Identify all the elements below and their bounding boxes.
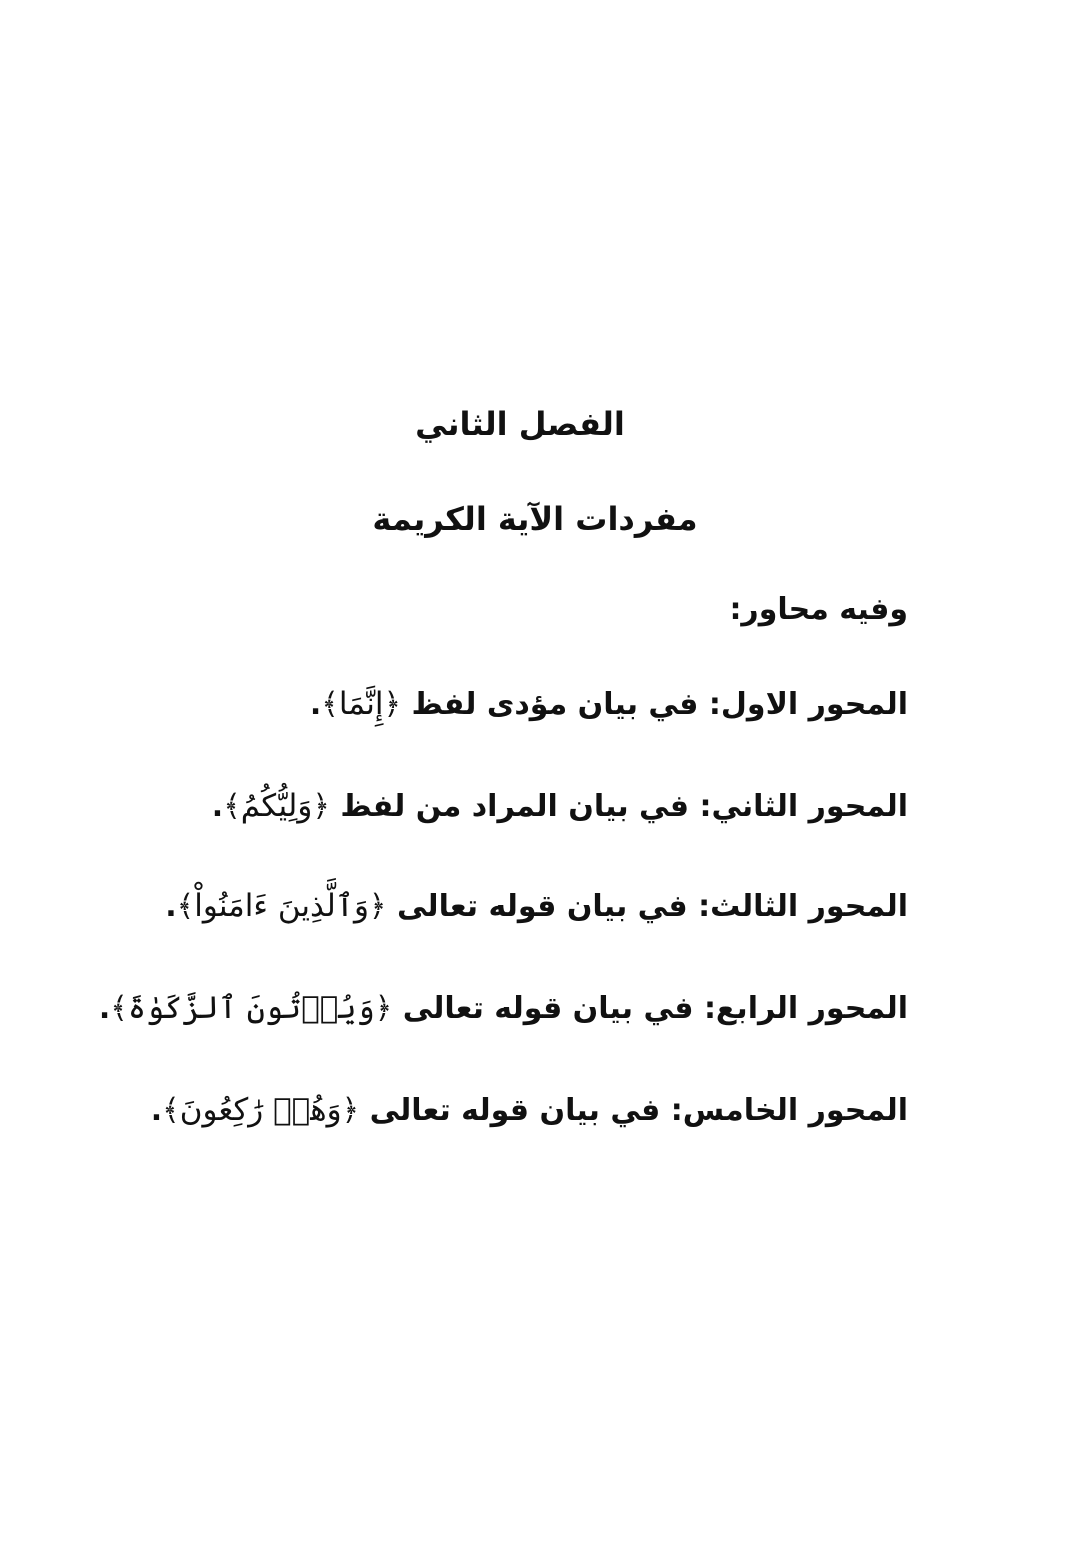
quran-open-bracket: ﴿	[341, 1093, 360, 1128]
axis-label: المحور الاول:	[708, 687, 908, 722]
axis-line	[165, 888, 908, 924]
quran-open-bracket: ﴿	[368, 889, 387, 924]
axis-text: في بيان قوله تعالى	[396, 889, 688, 924]
axis-line	[151, 1092, 908, 1128]
axis-label: المحور الرابع:	[703, 991, 908, 1026]
axis-text: في بيان قوله تعالى	[369, 1093, 661, 1128]
axis-line	[310, 686, 908, 722]
quran-close-bracket: ﴾	[110, 991, 128, 1026]
quran-quote: وَلِيُّكُمُ	[240, 788, 313, 824]
quran-quote: وَهُمۡ رَٰكِعُونَ	[179, 1092, 342, 1128]
line-end-period: .	[98, 991, 111, 1026]
axis-text: في بيان مؤدى لفظ	[411, 687, 699, 722]
quran-quote: وَٱلَّذِينَ ءَامَنُواْ	[194, 888, 369, 924]
line-end-period: .	[309, 687, 322, 722]
quran-open-bracket: ﴿	[374, 991, 393, 1026]
line-end-period: .	[211, 789, 224, 824]
quran-close-bracket: ﴾	[176, 889, 195, 924]
quran-close-bracket: ﴾	[162, 1093, 180, 1128]
axis-line	[212, 788, 908, 824]
chapter-subtitle: مفردات الآية الكريمة	[372, 500, 698, 538]
quran-quote: إِنَّمَا	[338, 686, 384, 722]
quran-quote: وَيُؤۡتُونَ ٱلزَّكَوٰةَ	[127, 990, 375, 1026]
quran-close-bracket: ﴾	[223, 789, 241, 824]
axis-line	[99, 990, 908, 1026]
axis-label: المحور الخامس:	[670, 1093, 908, 1128]
quran-open-bracket: ﴿	[383, 687, 402, 722]
axis-text: في بيان المراد من لفظ	[340, 789, 690, 824]
axis-text: في بيان قوله تعالى	[402, 991, 694, 1026]
axis-label: المحور الثالث:	[698, 889, 908, 924]
intro-text: وفيه محاور:	[729, 592, 908, 627]
line-end-period: .	[150, 1093, 163, 1128]
quran-open-bracket: ﴿	[312, 789, 330, 824]
line-end-period: .	[165, 889, 177, 924]
quran-close-bracket: ﴾	[321, 687, 339, 722]
chapter-title: الفصل الثاني	[415, 405, 625, 443]
axis-label: المحور الثاني:	[699, 789, 908, 824]
